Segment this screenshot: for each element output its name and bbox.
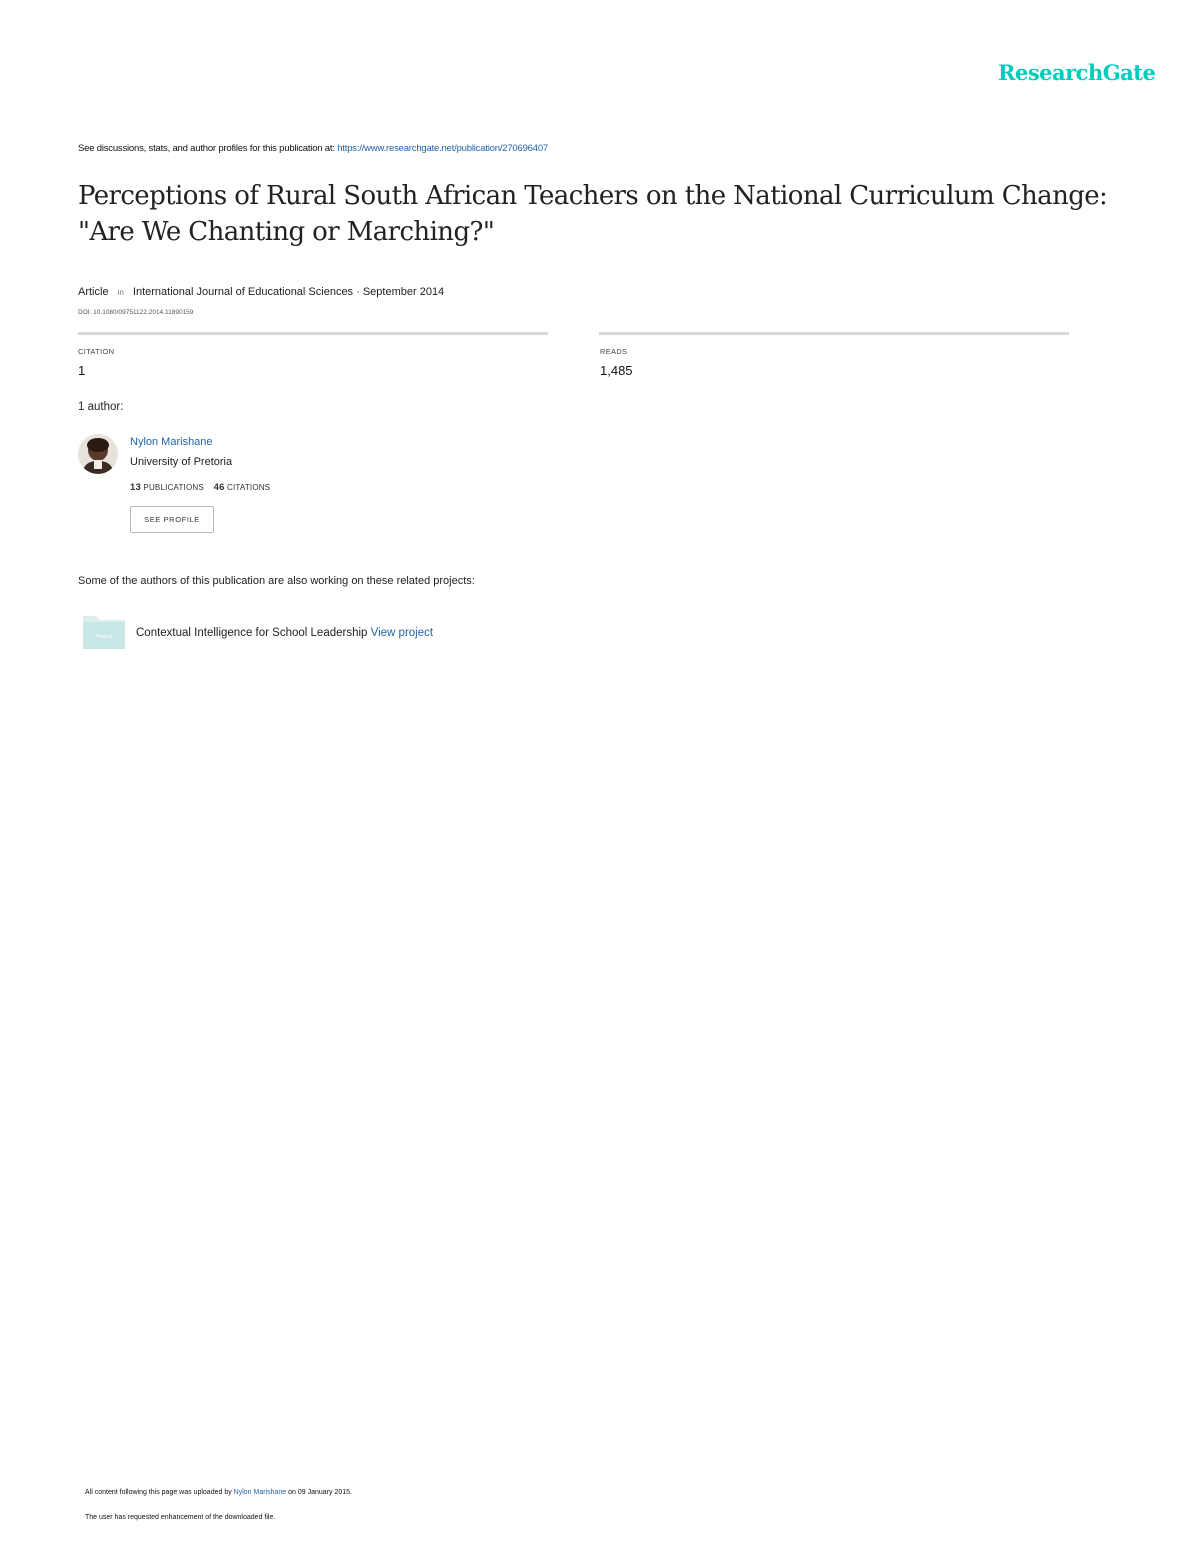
doi-text: DOI: 10.1080/09751122.2014.11890159 <box>78 309 194 316</box>
reads-divider <box>599 332 1069 335</box>
uploader-link[interactable]: Nylon Marishane <box>233 1489 287 1496</box>
publication-type: Article <box>78 286 109 298</box>
author-stats <box>130 482 270 493</box>
citation-label: CITATION <box>78 347 115 356</box>
citation-divider <box>78 332 548 335</box>
in-icon: in <box>117 288 124 297</box>
citations-count: 46 <box>213 482 225 493</box>
author-name-link[interactable]: Nylon Marishane <box>130 436 213 448</box>
citation-value: 1 <box>78 363 86 378</box>
journal-name: International Journal of Educational Sciences <box>132 286 354 298</box>
authors-count: 1 author: <box>78 401 124 413</box>
researchgate-logo[interactable]: ResearchGate <box>998 60 1156 85</box>
publication-url-link[interactable]: https://www.researchgate.net/publication/270696407 <box>337 143 548 154</box>
author-institution: University of Pretoria <box>130 456 233 468</box>
see-profile-button[interactable]: SEE PROFILE <box>130 506 214 533</box>
publication-date: · September 2014 <box>356 286 445 298</box>
publication-title <box>78 178 1158 250</box>
citations-label: CITATIONS <box>227 483 271 492</box>
project-item <box>136 627 433 639</box>
source-prefix: See discussions, stats, and author profiles for this publication at: <box>78 143 335 154</box>
publication-source-line <box>78 143 548 154</box>
publications-count: 13 <box>130 482 141 493</box>
upload-suffix: on 09 January 2015. <box>288 1489 352 1496</box>
upload-prefix: All content following this page was uploaded by <box>85 1489 232 1496</box>
publication-meta <box>78 286 444 298</box>
title-line-2: "Are We Chanting or Marching?" <box>78 217 495 247</box>
upload-info <box>85 1489 352 1496</box>
view-project-link[interactable]: View project <box>370 627 434 639</box>
publications-label: PUBLICATIONS <box>143 483 204 492</box>
related-projects-intro: Some of the authors of this publication are also working on these related projects: <box>78 575 475 587</box>
author-avatar[interactable] <box>78 434 118 474</box>
title-line-1: Perceptions of Rural South African Teachers on the National Curriculum Change: <box>78 181 1108 211</box>
reads-value: 1,485 <box>600 363 633 378</box>
project-icon-label: Project <box>96 634 112 640</box>
project-title: Contextual Intelligence for School Leadership <box>136 627 368 639</box>
reads-label: READS <box>600 347 628 356</box>
project-folder-icon <box>82 614 126 650</box>
enhancement-note: The user has requested enhancement of the downloaded file. <box>85 1514 276 1521</box>
